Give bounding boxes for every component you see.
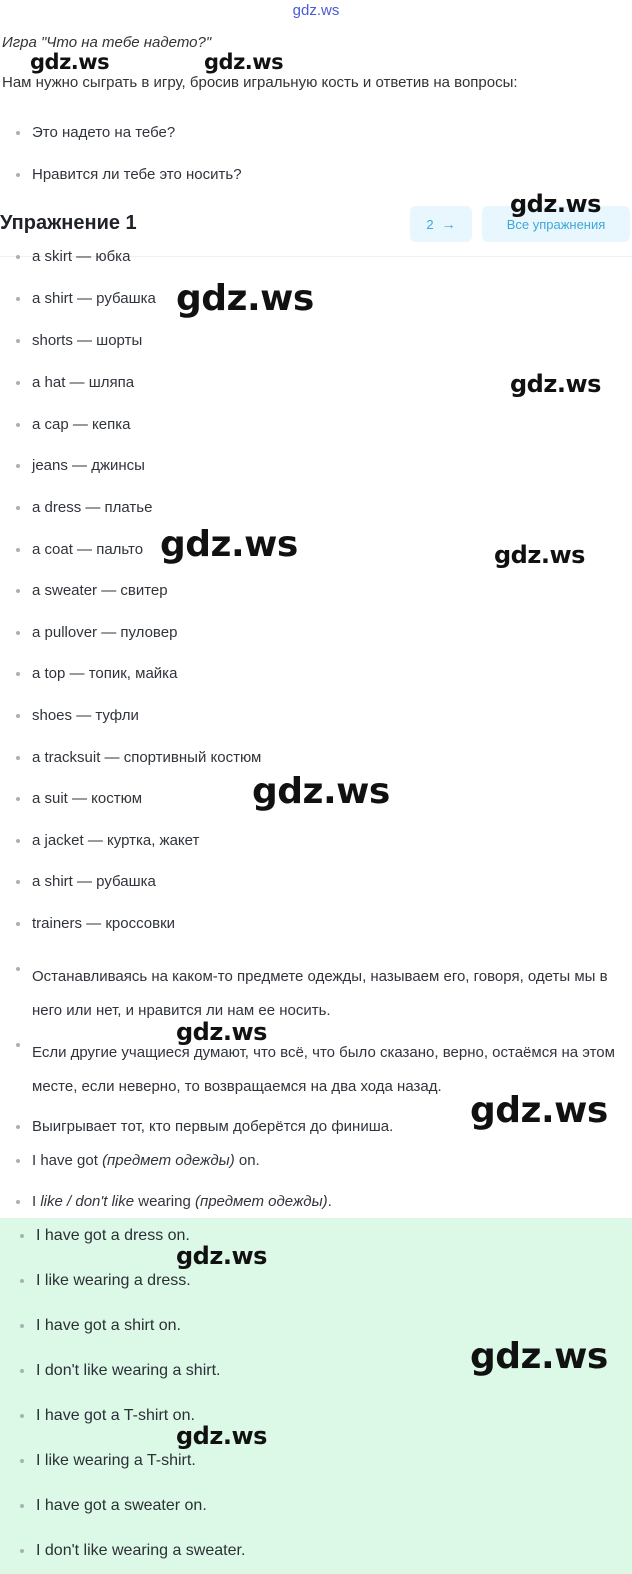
watermark: gdz.ws <box>160 524 298 565</box>
watermark: gdz.ws <box>470 1336 608 1377</box>
arrow-right-icon: → <box>441 216 456 232</box>
answer-item: I like wearing a T-shirt. <box>36 1452 196 1469</box>
pattern-text: wearing <box>134 1193 195 1210</box>
vocab-item: a cap — кепка <box>32 416 131 433</box>
vocab-item: a dress — платье <box>32 499 153 516</box>
watermark: gdz.ws <box>204 50 284 74</box>
vocab-item: a jacket — куртка, жакет <box>32 832 200 849</box>
pattern-text: I <box>32 1193 41 1210</box>
question-item: Нравится ли тебе это носить? <box>32 166 242 183</box>
pattern-placeholder: (предмет одежды) <box>194 1193 328 1210</box>
vocab-item: a hat — шляпа <box>32 374 135 391</box>
watermark: gdz.ws <box>176 278 314 319</box>
answer-item: I have got a T-shirt on. <box>36 1407 195 1424</box>
vocab-item: a skirt — юбка <box>32 248 131 265</box>
exercise-title: Упражнение 1 <box>0 212 137 234</box>
vocab-item: a top — топик, майка <box>32 665 178 682</box>
vocab-item: a sweater — свитер <box>32 582 168 599</box>
watermark: gdz.ws <box>176 1242 267 1270</box>
watermark: gdz.ws <box>510 370 601 398</box>
rule-item: Останавливаясь на каком-то предмете одежды, называем его, говоря, одеты мы в него или нет, и нравится ли нам ее носить. <box>32 960 628 1028</box>
site-link[interactable]: gdz.ws <box>292 2 340 19</box>
pattern-placeholder: like / don't like <box>40 1193 135 1210</box>
answer-item: I don't like wearing a shirt. <box>36 1362 221 1379</box>
vocab-item: a tracksuit — спортивный костюм <box>32 749 262 766</box>
watermark: gdz.ws <box>176 1422 267 1450</box>
game-description: Нам нужно сыграть в игру, бросив игральную кость и ответив на вопросы: <box>2 74 518 91</box>
watermark: gdz.ws <box>252 771 390 812</box>
vocab-item: trainers — кроссовки <box>32 915 176 932</box>
answer-item: I have got a sweater on. <box>36 1497 207 1514</box>
answer-item: I don't like wearing a sweater. <box>36 1542 246 1559</box>
next-exercise-button[interactable] <box>410 206 472 242</box>
watermark: gdz.ws <box>494 541 585 569</box>
vocab-item: a suit — костюм <box>32 790 143 807</box>
watermark: gdz.ws <box>470 1090 608 1131</box>
vocab-item: a shirt — рубашка <box>32 290 156 307</box>
watermark: gdz.ws <box>30 50 110 74</box>
all-exercises-button[interactable]: Все упражнения <box>482 206 630 242</box>
answer-item: I have got a dress on. <box>36 1227 190 1244</box>
vocab-item: a pullover — пуловер <box>32 624 178 641</box>
pattern-item <box>32 1193 332 1210</box>
vocab-item: shorts — шорты <box>32 332 143 349</box>
next-exercise-label: 2 <box>426 216 434 232</box>
vocab-item: shoes — туфли <box>32 707 139 724</box>
vocab-item: a coat — пальто <box>32 541 144 558</box>
answer-item: I have got a shirt on. <box>36 1317 181 1334</box>
game-title: Игра "Что на тебе надето?" <box>2 34 212 51</box>
question-item: Это надето на тебе? <box>32 124 176 141</box>
vocab-list <box>0 248 632 977</box>
rule-item: Выигрывает тот, кто первым доберётся до финиша. <box>32 1118 394 1135</box>
pattern-text: I have got <box>32 1152 103 1169</box>
vocab-item: jeans — джинсы <box>32 457 145 474</box>
watermark: gdz.ws <box>510 190 601 218</box>
pattern-placeholder: (предмет одежды) <box>102 1152 235 1169</box>
watermark: gdz.ws <box>176 1018 267 1046</box>
vocab-item: a shirt — рубашка <box>32 873 156 890</box>
pattern-item <box>32 1152 260 1169</box>
pattern-text: . <box>327 1193 332 1210</box>
pattern-text: on. <box>234 1152 260 1169</box>
rule-item: Если другие учащиеся думают, что всё, что было сказано, верно, остаёмся на этом месте, если неверно, то возвращаемся на два хода назад. <box>32 1036 628 1104</box>
answer-item: I like wearing a dress. <box>36 1272 191 1289</box>
